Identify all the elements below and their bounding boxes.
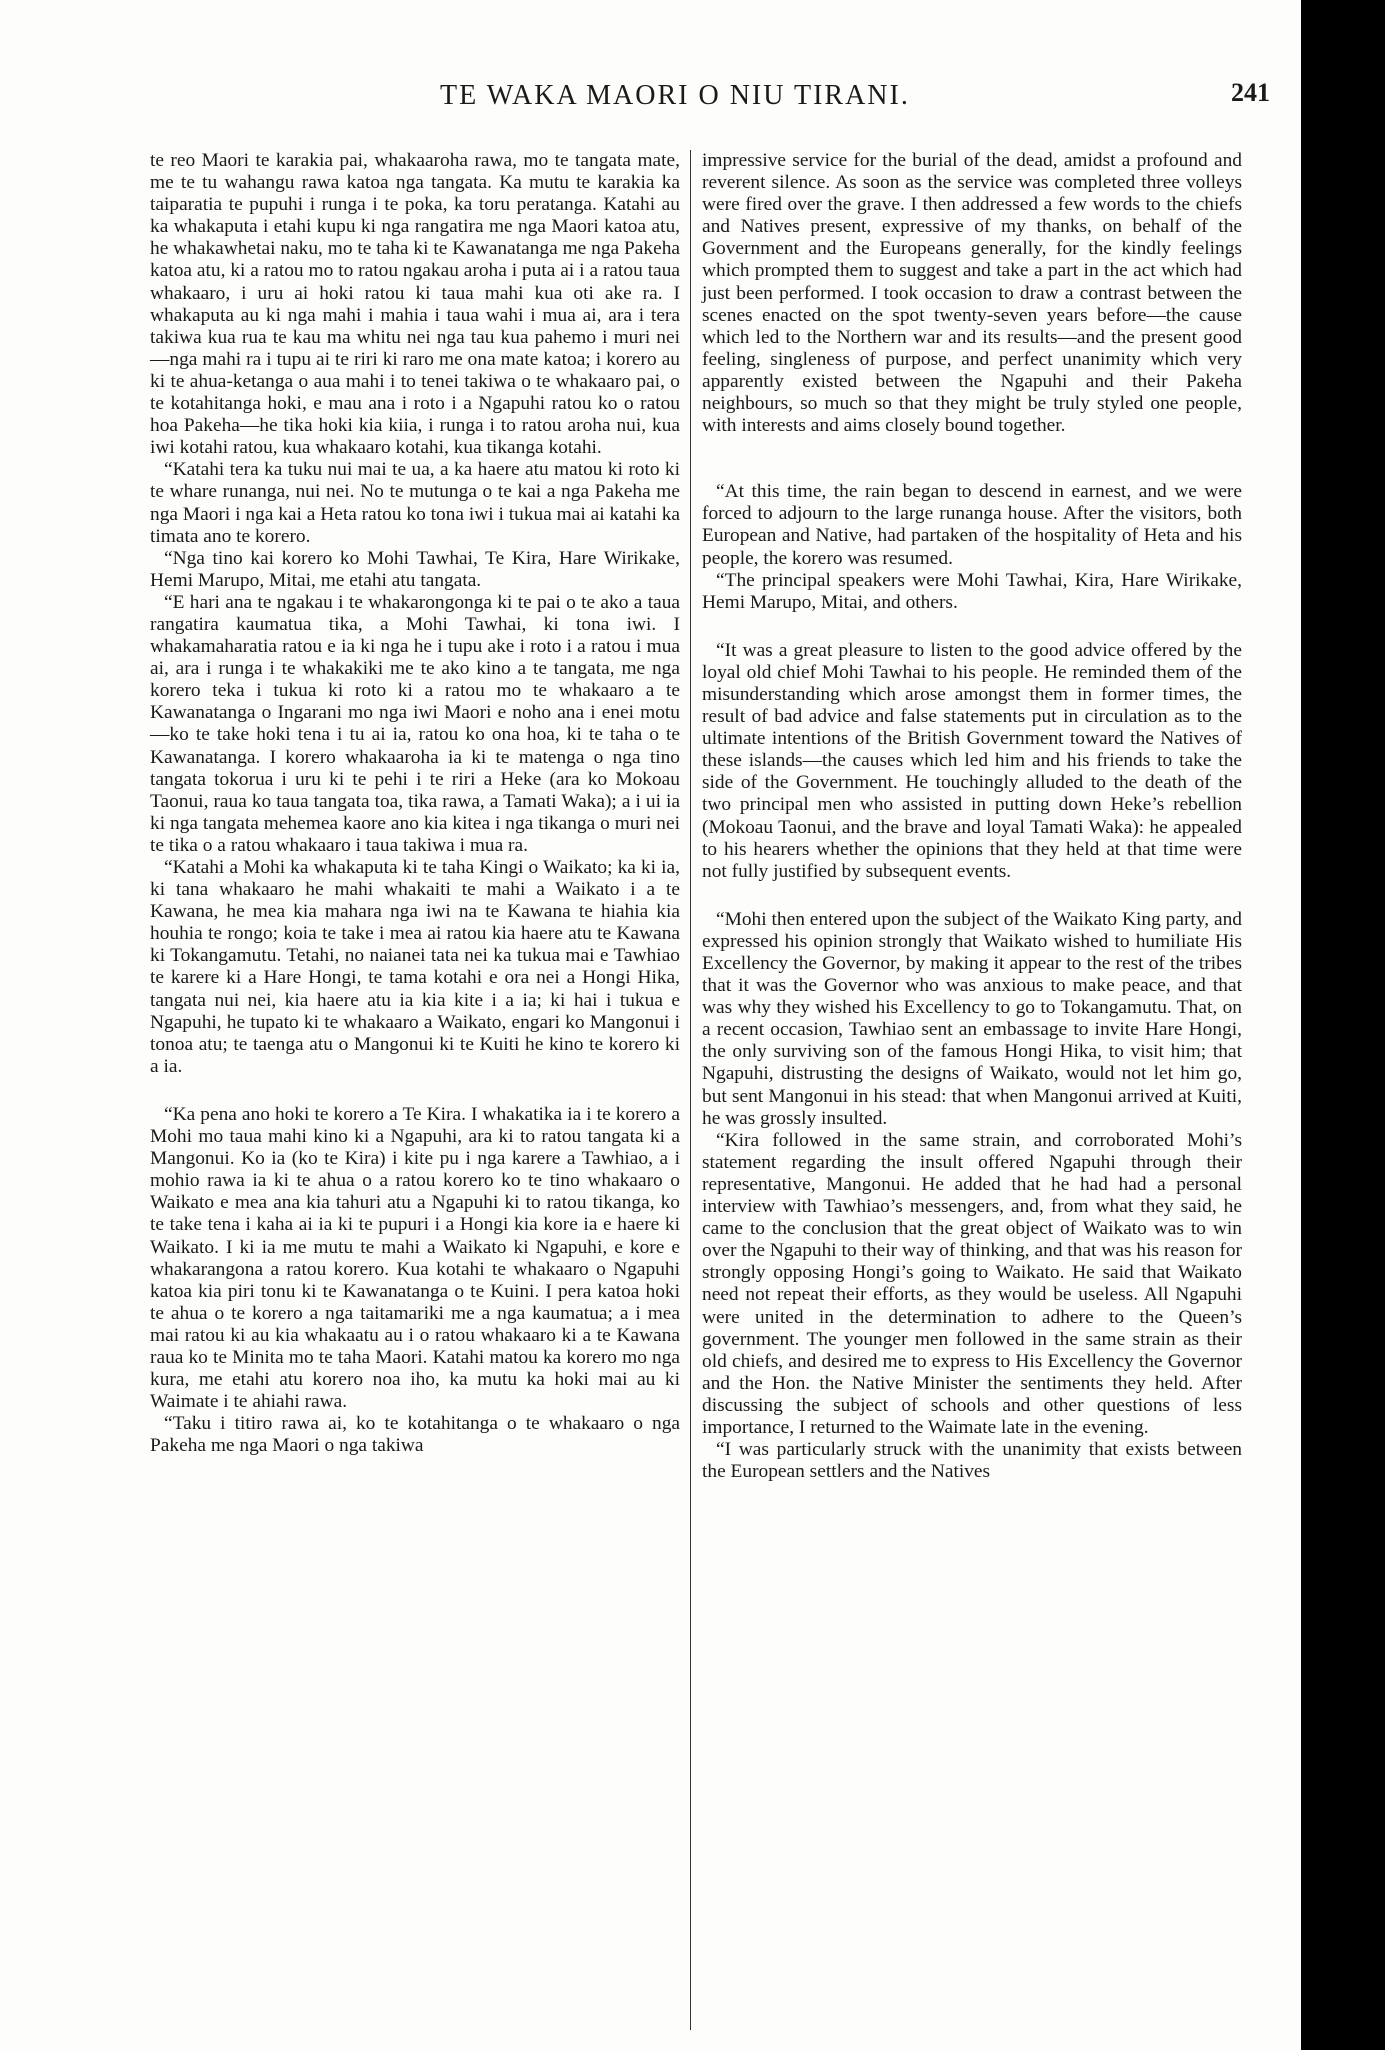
paragraph: “The principal speakers were Mohi Tawhai, Kira, Hare Wirikake, Hemi Marupo, Mitai, and others. (702, 569, 1242, 613)
page-number: 241 (1231, 78, 1270, 107)
paragraph: “E hari ana te ngakau i te whakarongonga ki te pai o te ako a taua rangatira kaumatua tika, a Mohi Tawhai, ki tona iwi. I whakamaharatia ratou e ia ki nga he i tupu ake i roto i a ratou i mua ai, ara i runga i te whakakiki me te ako kino a te tangata, me nga korero teka i tukua ki roto ki a ratou mo te whakaaro a te Kawanatanga o Ingarani mo nga iwi Maori e noho ana i enei motu—ko te take hoki tena i tu ai ia, ratou ko ona hoa, ki te taha o te Kawanatanga. I korero whakaaroha ia ki te matenga o nga tino tangata tokorua i uru ki te pehi i te riri a Heke (ara ko Mokoau Taonui, raua ko taua tangata toa, tika rawa, a Tamati Waka); a i ui ia ki nga tangata mehemea kaore ano kia kitea i nga tikanga o muri nei te tika o a ratou whakaaro i taua takiwa i mua ra. (150, 591, 680, 856)
paragraph: “Katahi tera ka tuku nui mai te ua, a ka haere atu matou ki roto ki te whare runanga, nui nei. No te mutunga o te kai a nga Pakeha me nga Maori i nga kai a Heta ratou ko tona iwi i tukua mai ai katahi ka timata ano te korero. (150, 459, 680, 547)
paragraph: impressive service for the burial of the dead, amidst a profound and reverent silence. As soon as the service was completed three volleys were fired over the grave. I then addressed a few words to the chiefs and Natives present, expressive of my thanks, on behalf of the Government and the Europeans generally, for the kindly feelings which prompted them to suggest and take a part in the act which had just been performed. I took occasion to draw a contrast between the scenes enacted on the spot twenty-seven years before—the cause which led to the Northern war and its results—and the present good feeling, singleness of purpose, and perfect unanimity which very apparently existed between the Ngapuhi and their Pakeha neighbours, so much so that they might be truly styled one people, with interests and aims closely bound together. (702, 150, 1242, 437)
running-title: TE WAKA MAORI O NIU TIRANI. (440, 80, 910, 111)
paragraph: “Nga tino kai korero ko Mohi Tawhai, Te Kira, Hare Wirikake, Hemi Marupo, Mitai, me etahi atu tangata. (150, 547, 680, 591)
paragraph: te reo Maori te karakia pai, whakaaroha rawa, mo te tangata mate, me te tu wahangu rawa katoa nga tangata. Ka mutu te karakia ka taiparatia te pupuhi i runga i te poka, ka toru peratanga. Katahi au ka whakaputa i etahi kupu ki nga rangatira me nga Maori katoa atu, he whakawhetai naku, mo te taha ki te Kawanatanga me nga Pakeha katoa atu, ki a ratou mo to ratou ngakau aroha i puta ai i a ratou taua whakaaro, i uru ai hoki ratou ki taua mahi kua oti ake ra. I whakaputa au ki nga mahi i mahia i taua wahi i mua ai, ara i tera takiwa kua rua te kau ma whitu nei nga tau kua pahemo i muri nei —nga mahi ra i tupu ai te riri ki raro me ona mate katoa; i korero au ki te ahua-ketanga o aua mahi i to tenei takiwa o te whakaaro pai, o te kotahitanga hoki, e mau ana i roto i a Ngapuhi ratou ko o ratou hoa Pakeha—he tika hoki kia kiia, i runga i to ratou aroha nui, kua iwi kotahi ratou, kua whakaaro kotahi, kua tikanga kotahi. (150, 150, 680, 459)
column-divider (690, 150, 691, 2030)
paragraph: “Katahi a Mohi ka whakaputa ki te taha Kingi o Waikato; ka ki ia, ki tana whakaaro he mahi whakaiti te mahi a Waikato i a te Kawana, he mea kia mahara nga iwi na te Kawana te hiahia kia houhia te rongo; koia te take i mea ai ratou kia haere atu te Kawana ki Tokangamutu. Tetahi, no naianei tata nei ka tukua mai e Tawhiao te karere ki a Hare Hongi, te tama kotahi e ora nei a Hongi Hika, tangata nui nei, kia haere atu ia kia kite i a ia; ki hai i tukua e Ngapuhi, he tupato ki te whakaaro a Waikato, engari ko Mangonui i tonoa atu; te taenga atu o Mangonui ki te Kuiti he kino te korero ki a ia. (150, 857, 680, 1077)
paragraph: “Mohi then entered upon the subject of the Waikato King party, and expressed his opinion strongly that Waikato wished to humiliate His Excellency the Governor, by making it appear to the rest of the tribes that it was the Governor who was anxious to make peace, and that was why they wished his Excellency to go to Tokangamutu. That, on a recent occasion, Tawhiao sent an embassage to invite Hare Hongi, the only surviving son of the famous Hongi Hika, to visit him; that Ngapuhi, distrusting the designs of Waikato, would not let him go, but sent Mangonui in his stead: that when Mangonui arrived at Kuiti, he was grossly insulted. (702, 908, 1242, 1129)
paragraph: “At this time, the rain began to descend in earnest, and we were forced to adjourn to the large runanga house. After the visitors, both European and Native, had partaken of the hospitality of Heta and his people, the korero was resumed. (702, 481, 1242, 569)
maori-text-column (150, 150, 680, 1457)
paragraph: “It was a great pleasure to listen to the good advice offered by the loyal old chief Mohi Tawhai to his people. He reminded them of the misunderstanding which arose amongst them in former times, the result of bad advice and false statements put in circulation as to the ultimate intentions of the British Government toward the Natives of these islands—the causes which led him and his friends to take the side of the Government. He touchingly alluded to the death of the two principal men who assisted in putting down Heke’s rebellion (Mokoau Taonui, and the brave and loyal Tamati Waka): he appealed to his hearers whether the opinions that they held at that time were not fully justified by subsequent events. (702, 639, 1242, 882)
page-header (150, 80, 1270, 116)
paragraph: “I was particularly struck with the unanimity that exists between the European settlers and the Natives (702, 1439, 1242, 1483)
english-text-column (702, 150, 1242, 1483)
paragraph: “Ka pena ano hoki te korero a Te Kira. I whakatika ia i te korero a Mohi mo taua mahi kino ki a Ngapuhi, ara ki to ratou tangata ki a Mangonui. Ko ia (ko te Kira) i kite pu i nga karere a Tawhiao, a i mohio rawa ia ki te ahua o a ratou korero ko te tino whakaaro o Waikato e mea ana kia tahuri atu a Ngapuhi ki to ratou tikanga, ko te take tena i kaha ai ia ki te pupuri i a Hongi kia kore ia e haere ki Waikato. I ki ia me mutu te mahi a Waikato ki Ngapuhi, e kore e whakarangona a ratou korero. Kua kotahi te whakaaro o Ngapuhi katoa kia piri tonu ki te Kawanatanga o te Kuini. I pera katoa hoki te ahua o te korero a nga taitamariki me a nga kaumatua; a i mea mai ratou ki au kia whakaatu au i o ratou whakaaro ki a te Kawana raua ko te Minita mo te taha Maori. Katahi matou ka korero mo nga kura, me etahi atu korero noa iho, ka mutu ka hoki mai au ki Waimate i te ahiahi rawa. (150, 1103, 680, 1413)
paragraph: “Kira followed in the same strain, and corroborated Mohi’s statement regarding the insult offered Ngapuhi through their representative, Mangonui. He added that he had had a personal interview with Tawhiao’s messengers, and, from what they said, he came to the conclusion that the great object of Waikato was to win over the Ngapuhi to their way of thinking, and that was his reason for strongly opposing Hongi’s going to Waikato. He said that Waikato need not repeat their efforts, as they would be useless. All Ngapuhi were united in the determination to adhere to the Queen’s government. The younger men followed in the same strain as their old chiefs, and desired me to express to His Excellency the Governor and the Hon. the Native Minister the sentiments they held. After discussing the subject of schools and other questions of less importance, I returned to the Waimate late in the evening. (702, 1129, 1242, 1438)
paragraph: “Taku i titiro rawa ai, ko te kotahitanga o te whakaaro o nga Pakeha me nga Maori o nga takiwa (150, 1413, 680, 1457)
